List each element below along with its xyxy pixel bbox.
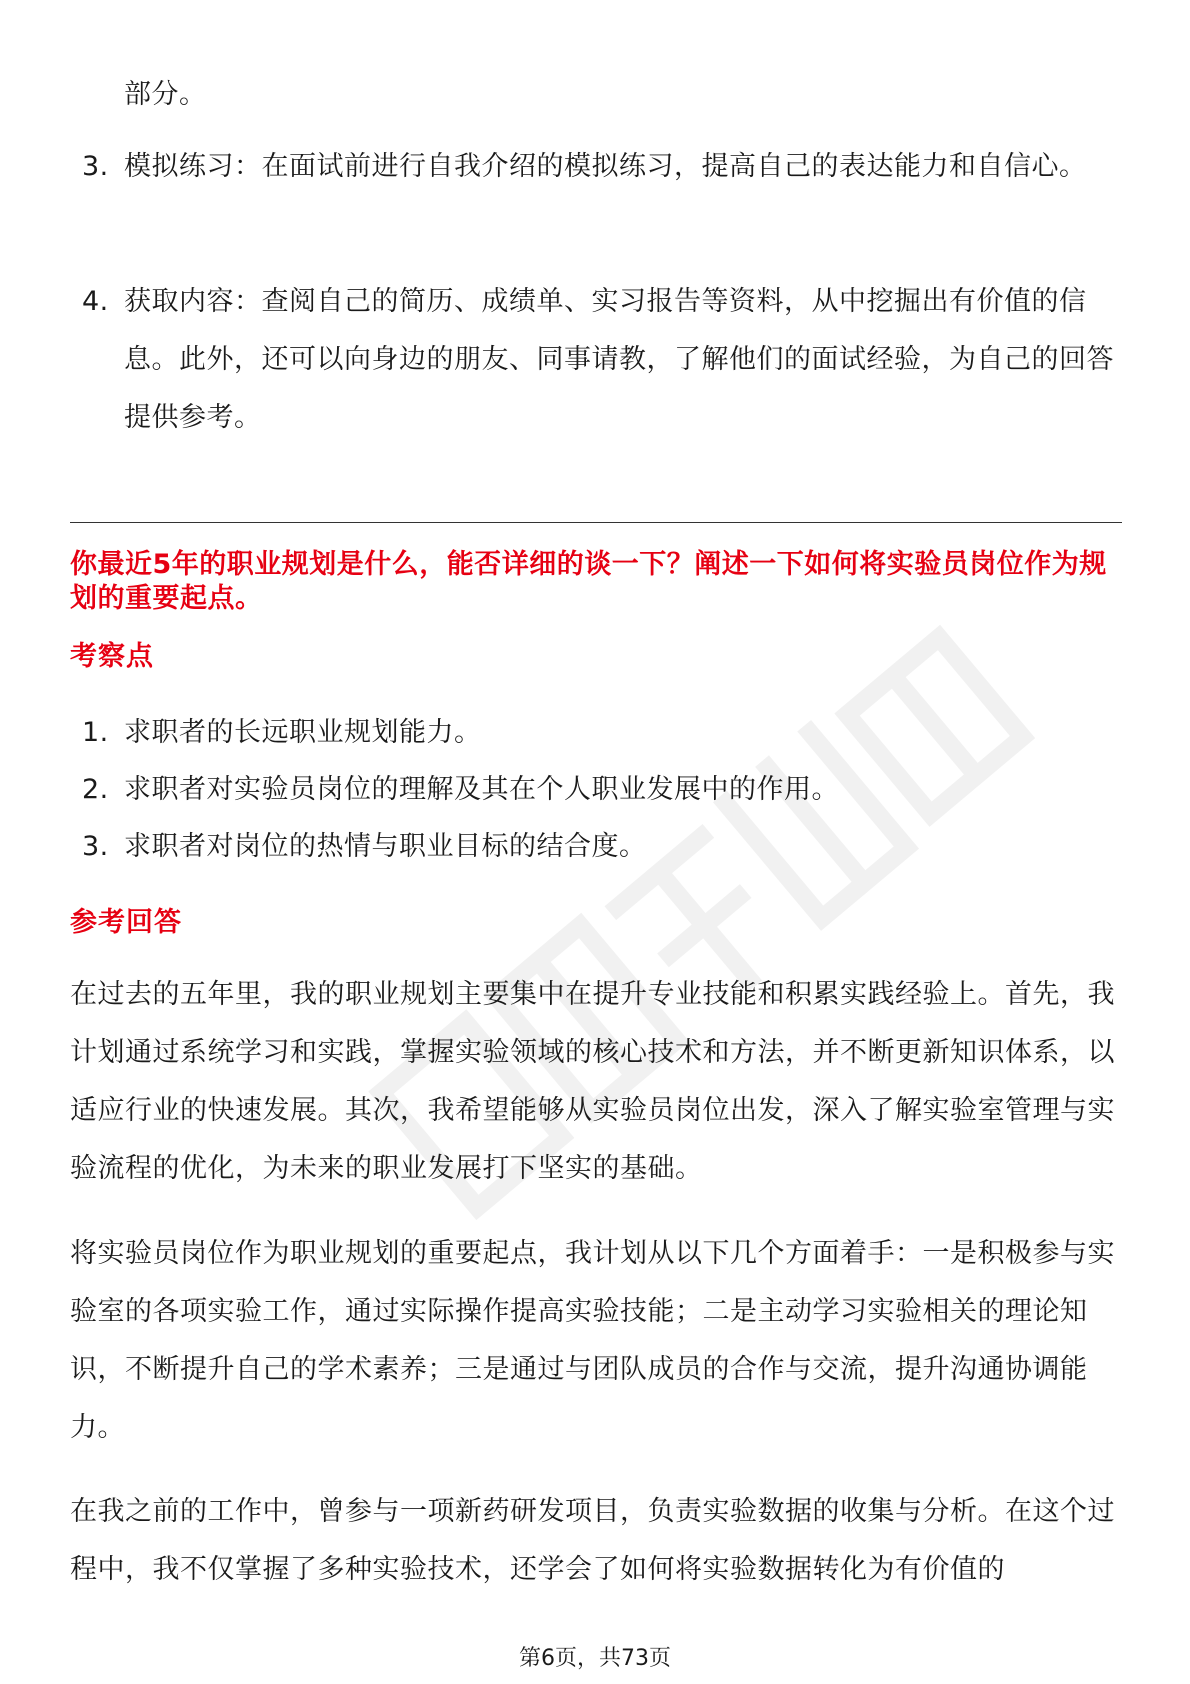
list-text: 求职者的长远职业规划能力。 bbox=[124, 717, 482, 748]
question-heading: 你最近5年的职业规划是什么，能否详细的谈一下？阐述一下如何将实验员岗位作为规划的重要起点。 bbox=[70, 549, 1107, 614]
answer-paragraph: 在我之前的工作中，曾参与一项新药研发项目，负责实验数据的收集与分析。在这个过程中，我不仅掌握了多种实验技术，还学会了如何将实验数据转化为有价值的 bbox=[70, 1496, 1115, 1585]
section-divider bbox=[70, 522, 1122, 523]
list-number: 2. bbox=[82, 774, 109, 805]
list-text: 模拟练习：在面试前进行自我介绍的模拟练习，提高自己的表达能力和自信心。 bbox=[124, 151, 1087, 182]
list-item bbox=[82, 761, 1122, 819]
page-footer: 第6页，共73页 bbox=[519, 1646, 671, 1671]
section-title-answer: 参考回答 bbox=[70, 907, 182, 938]
list-number: 3. bbox=[82, 151, 109, 182]
list-item bbox=[82, 273, 1122, 447]
answer-paragraph: 将实验员岗位作为职业规划的重要起点，我计划从以下几个方面着手：一是积极参与实验室的各项实验工作，通过实际操作提高实验技能；二是主动学习实验相关的理论知识，不断提升自己的学术素养；三是通过与团队成员的合作与交流，提升沟通协调能力。 bbox=[70, 1238, 1115, 1443]
continuation-text: 部分。 bbox=[124, 79, 207, 110]
list-number: 4. bbox=[82, 286, 109, 317]
list-text: 求职者对实验员岗位的理解及其在个人职业发展中的作用。 bbox=[124, 774, 839, 805]
section-title-focus: 考察点 bbox=[70, 641, 154, 672]
list-item bbox=[82, 704, 1122, 762]
answer-paragraph: 在过去的五年里，我的职业规划主要集中在提升专业技能和积累实践经验上。首先，我计划通过系统学习和实践，掌握实验领域的核心技术和方法，并不断更新知识体系，以适应行业的快速发展。其次，我希望能够从实验员岗位出发，深入了解实验室管理与实验流程的优化，为未来的职业发展打下坚实的基础。 bbox=[70, 979, 1115, 1184]
list-number: 1. bbox=[82, 717, 109, 748]
list-text: 获取内容：查阅自己的简历、成绩单、实习报告等资料，从中挖掘出有价值的信息。此外，还可以向身边的朋友、同事请教，了解他们的面试经验，为自己的回答提供参考。 bbox=[124, 286, 1114, 433]
list-item bbox=[82, 138, 1122, 196]
list-number: 3. bbox=[82, 831, 109, 862]
list-text: 求职者对岗位的热情与职业目标的结合度。 bbox=[124, 831, 647, 862]
list-item bbox=[82, 818, 1122, 876]
